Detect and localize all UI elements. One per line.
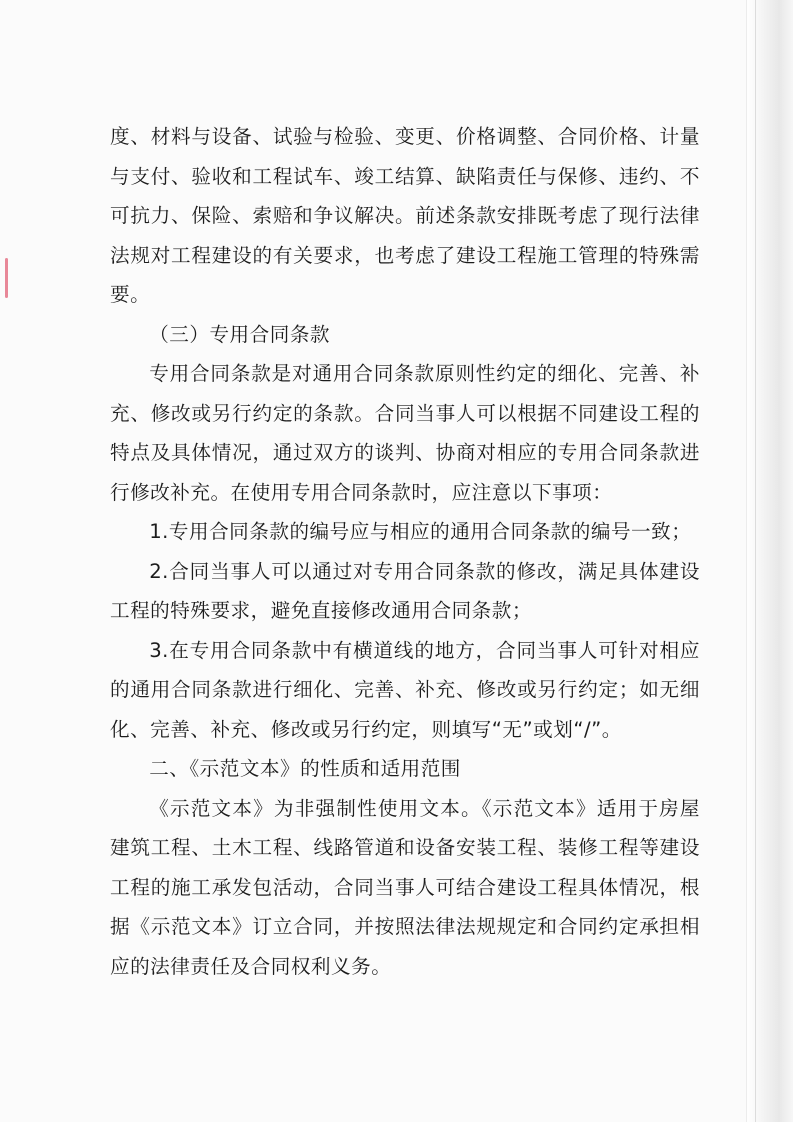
scan-shadow-edge — [746, 0, 793, 1122]
paragraph-nature-scope: 《示范文本》为非强制性使用文本。《示范文本》适用于房屋建筑工程、土木工程、线路管道和设备安装工程、装修工程等建设工程的施工承发包活动，合同当事人可结合建设工程具体情况，根据《示范文本》订立合同，并按照法律法规规定和合同约定承担相应的法律责任及合同权利义务。 — [110, 796, 700, 978]
section-heading-special-terms: （三）专用合同条款 — [149, 322, 331, 346]
paragraph-special-terms: 专用合同条款是对通用合同条款原则性约定的细化、完善、补充、修改或另行约定的条款。合同当事人可以根据不同建设工程的特点及具体情况，通过双方的谈判、协商对相应的专用合同条款进行修改补充。在使用专用合同条款时，应注意以下事项： — [110, 362, 700, 504]
binding-mark — [5, 258, 8, 298]
list-item-3: 3.在专用合同条款中有横道线的地方，合同当事人可针对相应的通用合同条款进行细化、完善、补充、修改或另行约定；如无细化、完善、补充、修改或另行约定，则填写“无”或划“/”。 — [110, 638, 700, 741]
paragraph-continuation: 度、材料与设备、试验与检验、变更、价格调整、合同价格、计量与支付、验收和工程试车、竣工结算、缺陷责任与保修、违约、不可抗力、保险、索赔和争议解决。前述条款安排既考虑了现行法律法规对工程建设的有关要求，也考虑了建设工程施工管理的特殊需要。 — [110, 125, 700, 306]
list-item-1: 1.专用合同条款的编号应与相应的通用合同条款的编号一致； — [149, 520, 692, 543]
document-body — [110, 117, 700, 986]
scan-border-line — [755, 0, 756, 1122]
section-heading-nature-scope: 二、《示范文本》的性质和适用范围 — [149, 757, 461, 780]
list-item-2: 2.合同当事人可以通过对专用合同条款的修改，满足具体建设工程的特殊要求，避免直接修改通用合同条款； — [110, 559, 700, 622]
